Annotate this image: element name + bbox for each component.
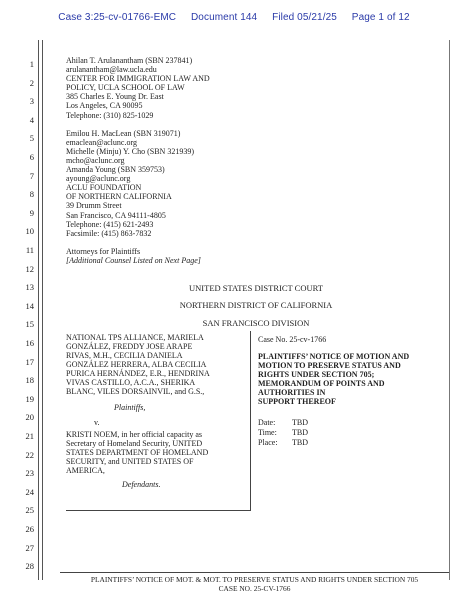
- footer: [60, 575, 449, 593]
- line-number: 23: [25, 468, 34, 479]
- place-label: Place:: [258, 438, 278, 447]
- header-case: Case 3:25-cv-01766-EMC: [58, 12, 177, 23]
- motion-title-line: AUTHORITIES IN: [258, 388, 326, 397]
- attorney-line: [66, 120, 210, 129]
- plaintiff-line: NATIONAL TPS ALLIANCE, MARIELA: [66, 333, 204, 342]
- defendant-line: STATES DEPARTMENT OF HOMELAND: [66, 448, 209, 457]
- plaintiff-line: VIVAS CASTILLO, A.C.A., SHERIKA: [66, 378, 196, 387]
- footer-case-number: CASE NO. 25-CV-1766: [218, 584, 291, 593]
- line-number: 21: [25, 431, 34, 441]
- line-number: 6: [29, 152, 34, 162]
- attorney-line: arulanantham@law.ucla.edu: [66, 65, 157, 75]
- attorney-block: [66, 56, 210, 265]
- date-label: Date:: [258, 418, 276, 427]
- line-number: 12: [25, 263, 34, 274]
- attorney-line: Telephone: (310) 825-1029: [66, 110, 154, 120]
- line-number: 17: [25, 356, 34, 367]
- line-number: 24: [25, 486, 34, 497]
- motion-title-line: MEMORANDUM OF POINTS AND: [258, 379, 385, 388]
- court-division: SAN FRANCISCO DIVISION: [202, 318, 310, 328]
- attorney-line: CENTER FOR IMMIGRATION LAW AND: [66, 74, 210, 84]
- defendant-line: AMERICA,: [66, 466, 105, 475]
- header-filed: Filed 05/21/25: [272, 12, 337, 23]
- attorney-line: Facsimile: (415) 863-7832: [66, 228, 152, 238]
- hearing-info: [258, 418, 446, 448]
- line-number: 9: [29, 207, 34, 218]
- motion-title-line: PLAINTIFFS’ NOTICE OF MOTION AND: [258, 352, 410, 361]
- plaintiff-line: RIVAS, M.H., CECILIA DANIELA: [66, 351, 183, 360]
- plaintiff-line: PURICA HERNÁNDEZ, E.R., HENDRINA: [66, 369, 210, 378]
- case-caption-right: [258, 335, 446, 448]
- date-value: TBD: [292, 418, 308, 427]
- line-number: 20: [25, 412, 34, 423]
- left-margin-rule-inner: [42, 40, 43, 580]
- motion-title-line: SUPPORT THEREOF: [258, 397, 336, 406]
- place-value: TBD: [292, 438, 308, 447]
- plaintiff-line: GONZÁLEZ HERRERA, ALBA CECILIA: [66, 360, 207, 369]
- line-number: 16: [25, 338, 34, 348]
- line-number: 7: [29, 170, 34, 181]
- court-name: UNITED STATES DISTRICT COURT: [189, 283, 323, 293]
- line-number: 3: [29, 96, 34, 107]
- line-number: 10: [25, 226, 34, 237]
- case-caption-parties: [66, 333, 238, 489]
- attorney-line: mcho@aclunc.org: [66, 155, 125, 165]
- header-page: Page 1 of 12: [351, 12, 410, 23]
- defendant-line: KRISTI NOEM, in her official capacity as: [66, 430, 203, 439]
- attorney-line: Ahilan T. Arulanantham (SBN 237841): [66, 56, 193, 65]
- line-number: 4: [29, 114, 34, 125]
- footer-title: PLAINTIFFS’ NOTICE OF MOT. & MOT. TO PRESERVE STATUS AND RIGHTS UNDER SECTION 705: [90, 575, 419, 584]
- right-margin-rule: [449, 40, 450, 580]
- plaintiffs-label: Plaintiffs,: [114, 403, 146, 412]
- attorney-line: 39 Drumm Street: [66, 201, 122, 211]
- case-number: Case No. 25-cv-1766: [258, 335, 327, 344]
- plaintiff-line: BLANC, VILES DORSAINVIL, and G.S.,: [66, 387, 205, 396]
- line-number: 11: [25, 245, 34, 255]
- attorney-line: ACLU FOUNDATION: [66, 183, 142, 193]
- attorney-line: Amanda Young (SBN 359753): [66, 165, 165, 175]
- attorney-line: Attorneys for Plaintiffs: [66, 246, 141, 256]
- attorney-line: Telephone: (415) 621-2493: [66, 219, 154, 229]
- line-number: 25: [25, 505, 34, 516]
- motion-title-line: RIGHTS UNDER SECTION 705;: [258, 370, 375, 379]
- time-value: TBD: [292, 428, 308, 437]
- defendant-line: SECURITY, and UNITED STATES OF: [66, 457, 194, 466]
- motion-title: [258, 352, 446, 406]
- footer-rule: [60, 572, 449, 573]
- ecf-header: [0, 12, 468, 23]
- plaintiff-line: GONZÁLEZ, FREDDY JOSE ARAPE: [66, 342, 193, 351]
- attorney-line: OF NORTHERN CALIFORNIA: [66, 192, 172, 202]
- court-district: NORTHERN DISTRICT OF CALIFORNIA: [179, 300, 333, 310]
- left-margin-rule-outer: [38, 40, 39, 580]
- attorney-line: Michelle (Minju) Y. Cho (SBN 321939): [66, 146, 194, 156]
- line-number: 8: [29, 189, 34, 200]
- attorney-line: emaclean@aclunc.org: [66, 137, 137, 147]
- line-number: 5: [29, 133, 34, 144]
- line-number: 26: [25, 524, 34, 534]
- line-number: 2: [29, 77, 34, 88]
- time-label: Time:: [258, 428, 277, 437]
- line-number: 13: [25, 282, 34, 293]
- defendants-label: Defendants.: [122, 480, 161, 489]
- line-number: 1: [29, 59, 34, 69]
- line-number: 28: [25, 561, 34, 572]
- motion-title-line: MOTION TO PRESERVE STATUS AND: [258, 361, 401, 370]
- additional-counsel: [Additional Counsel Listed on Next Page]: [66, 255, 201, 265]
- line-number: 22: [25, 449, 34, 460]
- attorney-line: POLICY, UCLA SCHOOL OF LAW: [66, 83, 185, 93]
- caption-divider-horizontal: [66, 510, 250, 511]
- attorney-line: [66, 238, 210, 247]
- versus: v.: [94, 418, 100, 427]
- attorney-line: Emilou H. MacLean (SBN 319071): [66, 128, 181, 138]
- header-document: Document 144: [190, 12, 258, 23]
- line-number: 19: [25, 393, 34, 404]
- attorney-line: San Francisco, CA 94111-4805: [66, 210, 166, 220]
- line-number: 15: [25, 319, 34, 330]
- line-number: 18: [25, 375, 34, 386]
- caption-divider-vertical: [250, 331, 251, 511]
- line-number: 14: [25, 300, 34, 311]
- attorney-line: Los Angeles, CA 90095: [66, 101, 143, 111]
- attorney-line: ayoung@aclunc.org: [66, 174, 131, 184]
- line-number: 27: [25, 542, 34, 553]
- attorney-line: 385 Charles E. Young Dr. East: [66, 92, 164, 102]
- defendant-line: Secretary of Homeland Security, UNITED: [66, 439, 203, 448]
